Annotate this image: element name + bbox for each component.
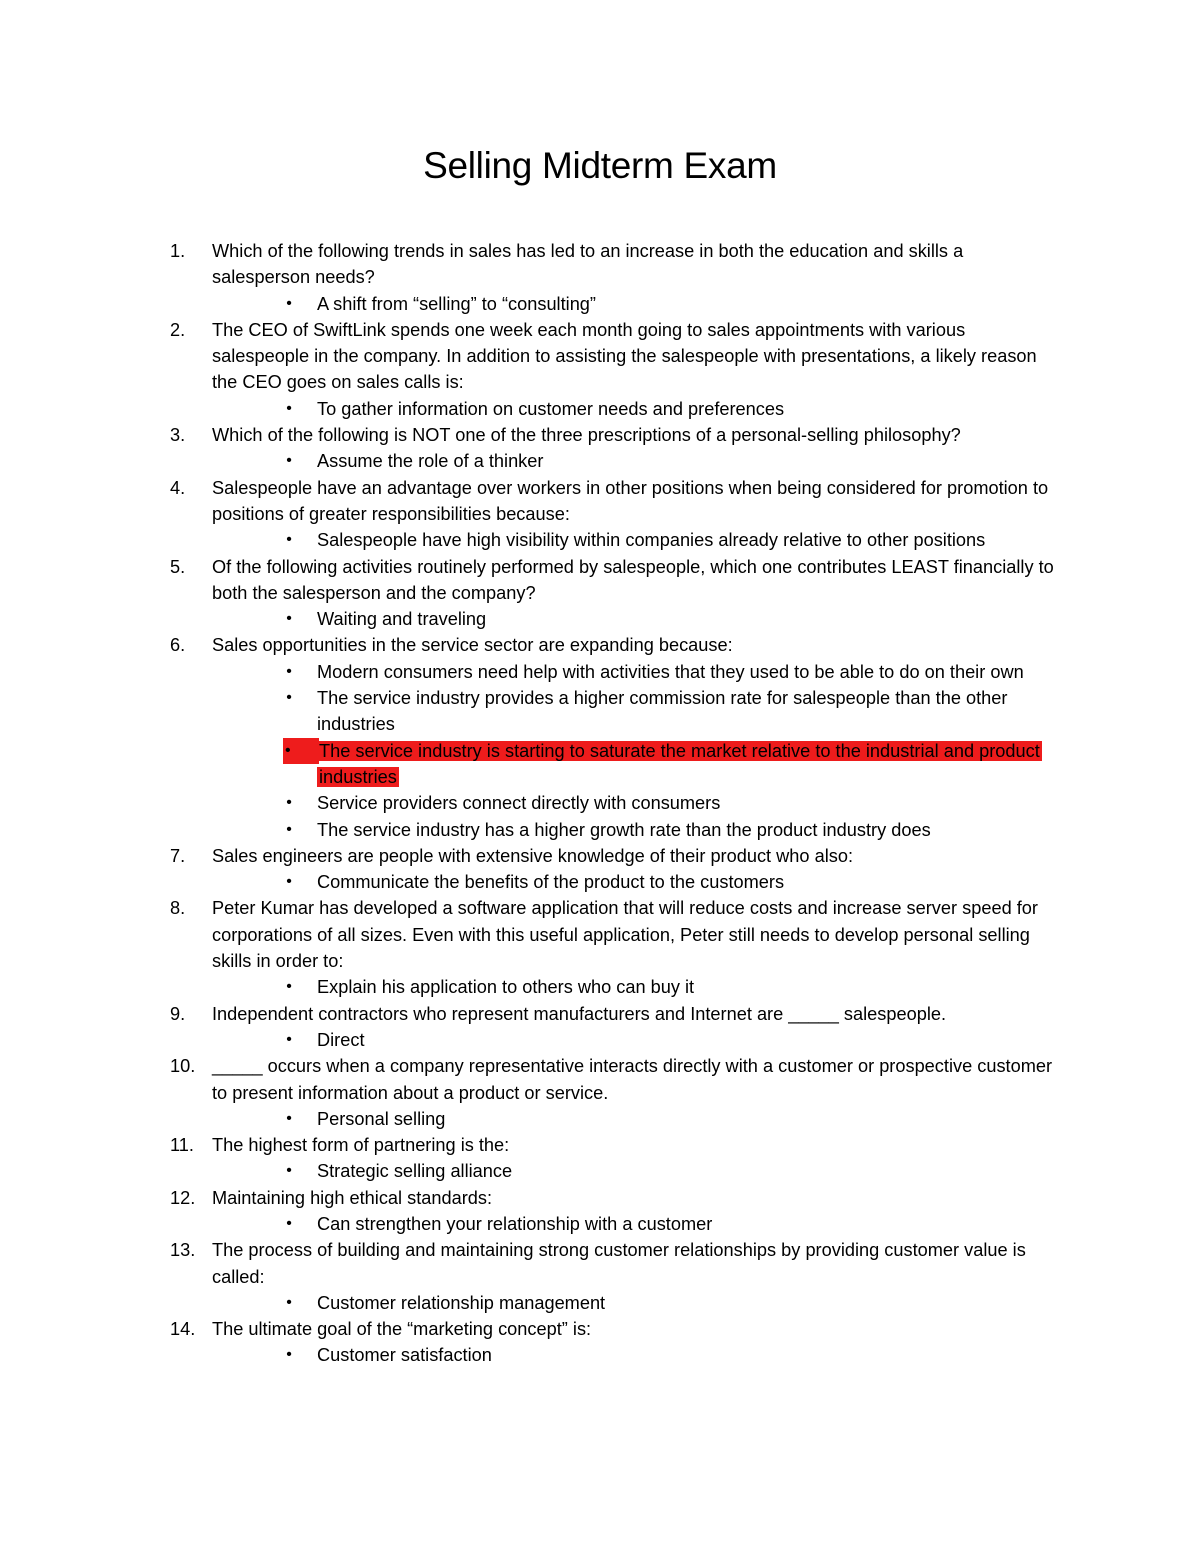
answer-text: The service industry provides a higher commission rate for salespeople than the other industries (317, 688, 1008, 735)
bullet-icon: • (286, 873, 292, 891)
question-number: 3. (170, 425, 186, 446)
question-number: 14. (170, 1319, 196, 1340)
bullet-icon: • (286, 1293, 292, 1311)
answer-text: The service industry has a higher growth rate than the product industry does (317, 819, 931, 840)
answer-text: Strategic selling alliance (317, 1161, 513, 1182)
question-number: 11. (170, 1135, 194, 1156)
bullet-icon: • (286, 978, 292, 996)
question-number: 7. (170, 845, 186, 866)
answer-item (0, 527, 1200, 553)
question-text: The process of building and maintaining strong customer relationships by providing customer value is called: (212, 1240, 1026, 1287)
question-item (0, 1132, 1200, 1158)
answer-text: To gather information on customer needs and preferences (317, 398, 785, 419)
question-number: 1. (170, 241, 186, 261)
answer-item (0, 817, 1200, 843)
question-number: 12. (170, 1187, 196, 1208)
answer-item (0, 685, 1200, 738)
answer-text: Personal selling (317, 1108, 446, 1129)
answer-item (0, 448, 1200, 474)
question-item (0, 1001, 1200, 1027)
answer-item (0, 1027, 1200, 1053)
question-text: Salespeople have an advantage over workers in other positions when being considered for promotion to positions of greater responsibilities because: (212, 477, 1049, 524)
bullet-icon: • (286, 1109, 292, 1127)
question-number: 8. (170, 898, 186, 919)
answer-text: A shift from “selling” to “consulting” (317, 293, 596, 314)
question-item (0, 475, 1200, 528)
bullet-icon: • (286, 399, 292, 417)
question-item (0, 895, 1200, 974)
bullet-icon: • (286, 1030, 292, 1048)
question-number: 9. (170, 1003, 186, 1024)
answer-item (0, 291, 1200, 317)
answer-text: Modern consumers need help with activities that they used to be able to do on their own (317, 661, 1024, 682)
page-title: Selling Midterm Exam (423, 145, 777, 186)
question-number: 10. (170, 1056, 196, 1077)
question-number: 2. (170, 319, 186, 340)
answer-text: Can strengthen your relationship with a customer (317, 1213, 713, 1234)
question-item (0, 632, 1200, 658)
question-item (0, 1237, 1200, 1290)
answer-item (0, 659, 1200, 685)
question-item (0, 317, 1200, 396)
bullet-icon: • (286, 794, 292, 812)
question-number: 13. (170, 1240, 196, 1261)
question-number: 5. (170, 556, 186, 577)
answer-text: Communicate the benefits of the product to the customers (317, 872, 785, 893)
bullet-icon: • (286, 531, 292, 549)
answer-item (0, 869, 1200, 895)
question-text: Independent contractors who represent manufacturers and Internet are _____ salespeople. (212, 1003, 947, 1024)
answer-item (0, 1106, 1200, 1132)
question-item (0, 1316, 1200, 1342)
bullet-icon: • (286, 662, 292, 680)
answer-item (0, 790, 1200, 816)
question-text: Of the following activities routinely performed by salespeople, which one contributes LEAST financially to both the salesperson and the company? (212, 556, 1054, 603)
answer-item (0, 606, 1200, 632)
question-text: The ultimate goal of the “marketing concept” is: (212, 1319, 592, 1340)
question-item (0, 422, 1200, 448)
answer-text: Customer relationship management (317, 1292, 606, 1313)
bullet-icon: • (286, 610, 292, 628)
question-text: _____ occurs when a company representative interacts directly with a customer or prospective customer to present information about a product or service. (212, 1056, 1053, 1103)
bullet-icon: • (286, 1214, 292, 1232)
bullet-icon: • (283, 738, 319, 764)
question-text: Peter Kumar has developed a software application that will reduce costs and increase server speed for corporations of all sizes. Even with this useful application, Peter still needs to develop personal selling skills in order to: (212, 898, 1038, 972)
bullet-icon: • (286, 689, 292, 707)
answer-text: Salespeople have high visibility within companies already relative to other positions (317, 530, 986, 551)
question-item (0, 843, 1200, 869)
highlighted-answer-item (0, 738, 1200, 791)
answer-text-wrapper (317, 738, 1062, 791)
answer-text: Explain his application to others who can buy it (317, 977, 695, 998)
question-number: 4. (170, 477, 186, 498)
question-item (0, 238, 1200, 291)
answer-text: Direct (317, 1029, 365, 1050)
answer-item (0, 396, 1200, 422)
answer-text: Waiting and traveling (317, 609, 487, 630)
answer-item (0, 1158, 1200, 1184)
question-item (0, 1053, 1200, 1106)
answer-item (0, 1342, 1200, 1368)
answer-text: Assume the role of a thinker (317, 451, 544, 472)
question-text: The highest form of partnering is the: (212, 1135, 510, 1156)
answer-text: Customer satisfaction (317, 1345, 492, 1366)
question-text: Maintaining high ethical standards: (212, 1187, 493, 1208)
bullet-icon: • (286, 1346, 292, 1364)
answer-item (0, 1211, 1200, 1237)
bullet-icon: • (286, 294, 292, 312)
question-text: The CEO of SwiftLink spends one week each month going to sales appointments with various salespeople in the company. In addition to assisting the salespeople with presentations, a likely reason the CEO goes on sales calls is: (212, 319, 1037, 393)
question-text: Which of the following is NOT one of the three prescriptions of a personal-selling philosophy? (212, 425, 961, 446)
bullet-icon: • (286, 1162, 292, 1180)
question-item (0, 554, 1200, 607)
bullet-icon: • (286, 820, 292, 838)
answer-item (0, 1290, 1200, 1316)
answer-text: The service industry is starting to saturate the market relative to the industrial and product industries (319, 740, 1040, 787)
question-text: Which of the following trends in sales has led to an increase in both the education and skills a salesperson needs? (212, 241, 964, 288)
answer-text: Service providers connect directly with consumers (317, 793, 721, 814)
question-text: Sales opportunities in the service sector are expanding because: (212, 635, 733, 656)
bullet-icon: • (286, 452, 292, 470)
answer-item (0, 974, 1200, 1000)
question-text: Sales engineers are people with extensive knowledge of their product who also: (212, 845, 853, 866)
question-item (0, 1185, 1200, 1211)
question-list (0, 238, 1200, 1369)
question-number: 6. (170, 635, 186, 656)
